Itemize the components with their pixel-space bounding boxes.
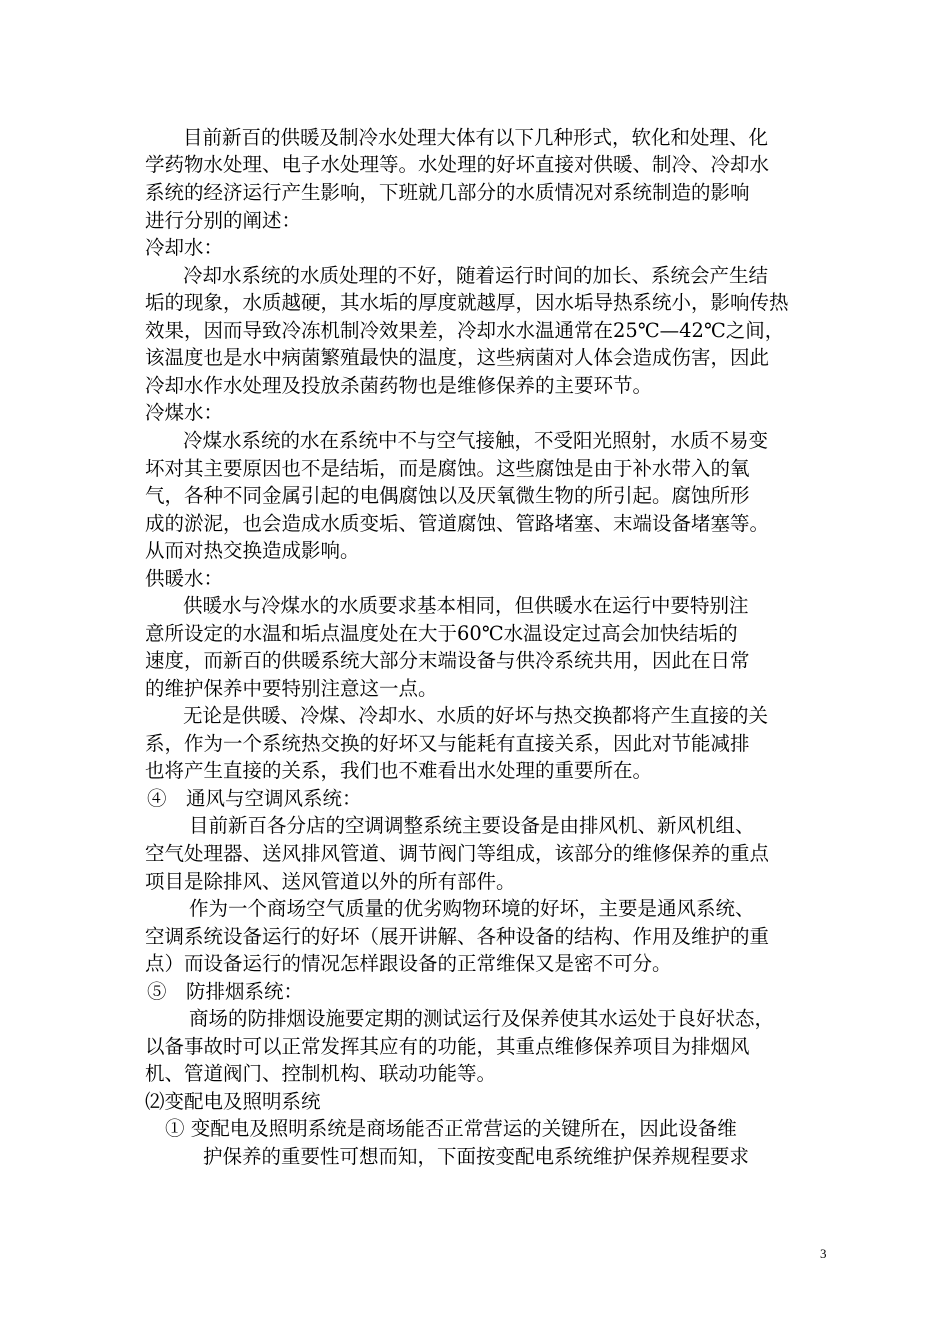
- text-line: 从而对热交换造成影响。: [145, 539, 360, 562]
- text-line: 空调系统设备运行的好坏（展开讲解、各种设备的结构、作用及维护的重: [145, 925, 770, 948]
- text-line: ④ 通风与空调风系统：: [147, 787, 362, 810]
- text-line: 成的淤泥，也会造成水质变垢、管道腐蚀、管路堵塞、末端设备堵塞等。: [145, 512, 770, 535]
- text-line: 系，作为一个系统热交换的好坏又与能耗有直接关系，因此对节能减排: [145, 732, 750, 755]
- text-line: 机、管道阀门、控制机构、联动功能等。: [145, 1062, 497, 1085]
- text-line: 的维护保养中要特别注意这一点。: [145, 677, 438, 700]
- text-line: 目前新百各分店的空调调整系统主要设备是由排风机、新风机组、: [189, 814, 755, 837]
- text-line: 作为一个商场空气质量的优劣购物环境的好坏，主要是通风系统、: [189, 897, 755, 920]
- text-line: 点）而设备运行的情况怎样跟设备的正常维保又是密不可分。: [145, 952, 672, 975]
- text-line: 冷却水：: [145, 236, 224, 259]
- text-line: 该温度也是水中病菌繁殖最快的温度，这些病菌对人体会造成伤害，因此: [145, 346, 770, 369]
- text-line: 项目是除排风、送风管道以外的所有部件。: [145, 870, 516, 893]
- page-number: 3: [820, 1246, 827, 1261]
- text-line: 护保养的重要性可想而知，下面按变配电系统维护保养规程要求: [203, 1145, 750, 1168]
- text-line: 冷却水作水处理及投放杀菌药物也是维修保养的主要环节。: [145, 374, 653, 397]
- text-line: 无论是供暖、冷煤、冷却水、水质的好坏与热交换都将产生直接的关: [183, 704, 769, 727]
- text-line: 进行分别的阐述：: [145, 209, 302, 232]
- text-line: 效果，因而导致冷冻机制冷效果差，冷却水水温通常在25℃—42℃之间，: [145, 319, 785, 342]
- text-line: 系统的经济运行产生影响，下班就几部分的水质情况对系统制造的影响: [145, 181, 750, 204]
- text-line: 商场的防排烟设施要定期的测试运行及保养使其水运处于良好状态，: [189, 1007, 775, 1030]
- text-line: ① 变配电及照明系统是商场能否正常营运的关键所在，因此设备维: [165, 1117, 737, 1140]
- text-line: 垢的现象，水质越硬，其水垢的厚度就越厚，因水垢导热系统小，影响传热: [145, 291, 789, 314]
- text-line: 速度，而新百的供暖系统大部分末端设备与供冷系统共用，因此在日常: [145, 649, 750, 672]
- text-line: 目前新百的供暖及制冷水处理大体有以下几种形式，软化和处理、化: [183, 126, 769, 149]
- text-line: 冷却水系统的水质处理的不好，随着运行时间的加长、系统会产生结: [183, 264, 769, 287]
- text-line: 冷煤水系统的水在系统中不与空气接触，不受阳光照射，水质不易变: [183, 429, 769, 452]
- text-line: 供暖水：: [145, 567, 224, 590]
- text-line: 也将产生直接的关系，我们也不难看出水处理的重要所在。: [145, 759, 653, 782]
- text-line: 冷煤水：: [145, 401, 224, 424]
- text-line: 空气处理器、送风排风管道、调节阀门等组成，该部分的维修保养的重点: [145, 842, 770, 865]
- text-line: 以备事故时可以正常发挥其应有的功能，其重点维修保养项目为排烟风: [145, 1035, 750, 1058]
- text-line: 坏对其主要原因也不是结垢，而是腐蚀。这些腐蚀是由于补水带入的氧: [145, 457, 750, 480]
- text-line: ⑤ 防排烟系统：: [147, 980, 304, 1003]
- text-line: 供暖水与冷煤水的水质要求基本相同，但供暖水在运行中要特别注: [183, 594, 749, 617]
- text-line: 学药物水处理、电子水处理等。水处理的好坏直接对供暖、制冷、冷却水: [145, 153, 770, 176]
- text-line: 意所设定的水温和垢点温度处在大于60℃水温设定过高会加快结垢的: [145, 622, 738, 645]
- text-line: ⑵变配电及照明系统: [145, 1090, 321, 1113]
- text-line: 气，各种不同金属引起的电偶腐蚀以及厌氧微生物的所引起。腐蚀所形: [145, 484, 750, 507]
